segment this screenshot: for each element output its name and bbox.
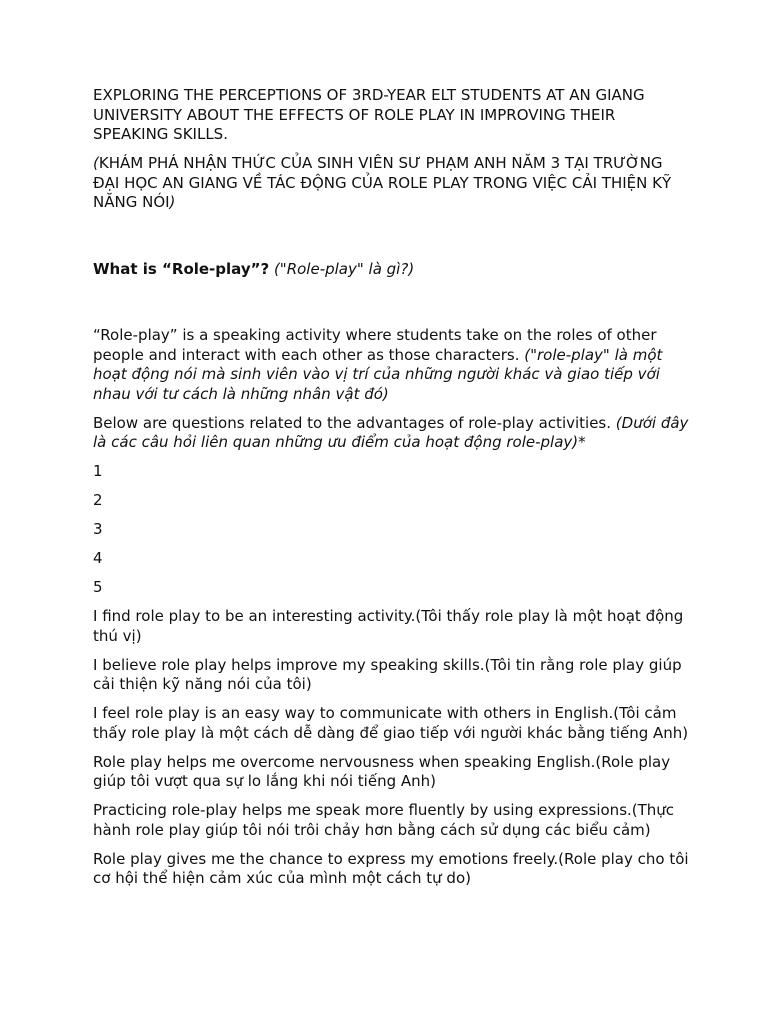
statement-express-emotions: Role play gives me the chance to express my emotions freely.(Role play cho tôi cơ hội thể hiện cảm xúc của mình một cách tự do) xyxy=(93,849,689,887)
scale-option-3: 3 xyxy=(93,520,103,538)
statement-improve-speaking: I believe role play helps improve my speaking skills.(Tôi tin rằng role play giúp cải thiện kỹ năng nói của tôi) xyxy=(93,655,682,693)
rating-scale xyxy=(93,462,693,598)
statement-fluency: Practicing role-play helps me speak more fluently by using expressions.(Thực hành role play giúp tôi nói trôi chảy hơn bằng cách sử dụng các biểu cảm) xyxy=(93,801,675,839)
intro-paragraph xyxy=(93,414,693,453)
scale-option-2: 2 xyxy=(93,491,103,509)
statement-overcome-nervousness: Role play helps me overcome nervousness when speaking English.(Role play giúp tôi vượt qua sự lo lắng khi nói tiếng Anh) xyxy=(93,752,671,790)
title-vietnamese-text: KHÁM PHÁ NHẬN THỨC CỦA SINH VIÊN SƯ PHẠM ANH NĂM 3 TẠI TRƯỜNG ĐẠI HỌC AN GIANG VỀ TÁC ĐỘNG CỦA ROLE PLAY TRONG VIỆC CẢI THIỆN KỸ NĂNG NÓI xyxy=(93,154,672,211)
intro-vietnamese: (Dưới đây là các câu hỏi liên quan những ưu điểm của hoạt động role-play)* xyxy=(93,413,689,451)
title-english: EXPLORING THE PERCEPTIONS OF 3RD-YEAR ELT STUDENTS AT AN GIANG UNIVERSITY ABOUT THE EFFECTS OF ROLE PLAY IN IMPROVING THEIR SPEAKING SKILLS. xyxy=(93,86,645,143)
intro-english: Below are questions related to the advantages of role-play activities. xyxy=(93,413,612,432)
scale-option-5: 5 xyxy=(93,578,103,596)
title-vietnamese-close-paren: ) xyxy=(169,193,176,211)
scale-option-1: 1 xyxy=(93,462,103,480)
statement-interesting: I find role play to be an interesting activity.(Tôi thấy role play là một hoạt động thú vị) xyxy=(93,607,684,645)
title-vietnamese-open-paren: ( xyxy=(93,154,99,172)
definition-paragraph xyxy=(93,326,693,404)
statement-easy-communication: I feel role play is an easy way to communicate with others in English.(Tôi cảm thấy role play là một cách dễ dàng để giao tiếp với người khác bằng tiếng Anh) xyxy=(93,704,689,742)
scale-option-4: 4 xyxy=(93,549,103,567)
document-page xyxy=(93,86,693,898)
definition-english: “Role-play” is a speaking activity where students take on the roles of other people and interact with each other as those characters. xyxy=(93,326,657,364)
heading-question: What is “Role-play”? xyxy=(93,259,270,278)
section-heading xyxy=(93,260,693,280)
heading-translation: ("Role-play" là gì?) xyxy=(273,259,415,278)
title-vietnamese xyxy=(93,154,693,213)
definition-vietnamese: ("role-play" là một hoạt động nói mà sinh viên vào vị trí của những người khác và giao tiếp với nhau với tư cách là những nhân vật đó) xyxy=(93,345,663,403)
